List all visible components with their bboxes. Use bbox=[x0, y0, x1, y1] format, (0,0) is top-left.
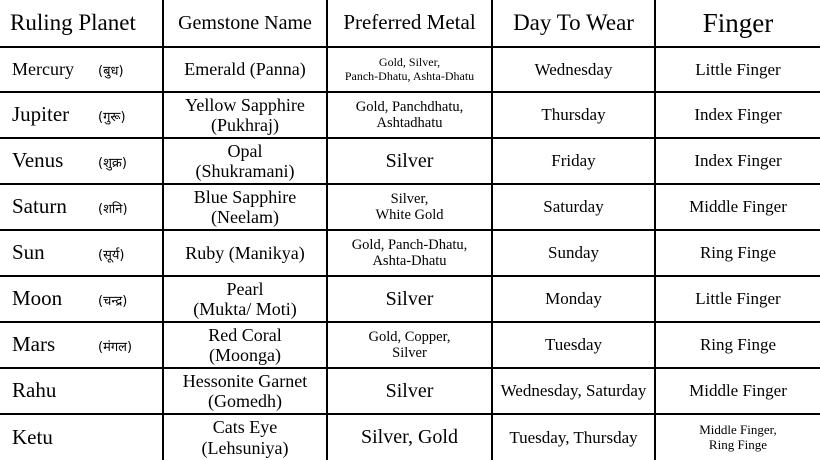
metal-line: Silver, bbox=[390, 190, 429, 207]
planet-cell bbox=[0, 47, 163, 92]
finger-line: Middle Finger, bbox=[699, 421, 777, 437]
day-cell: Thursday bbox=[492, 92, 655, 138]
gemstone-cell bbox=[163, 47, 327, 92]
table-row bbox=[0, 322, 820, 368]
day-cell: Tuesday, Thursday bbox=[492, 414, 655, 460]
metal-line: Gold, Silver, bbox=[378, 55, 441, 70]
planet-name: Venus bbox=[12, 148, 64, 173]
day-cell: Wednesday, Saturday bbox=[492, 368, 655, 414]
metal-cell bbox=[327, 414, 492, 460]
planet-cell bbox=[0, 92, 163, 138]
metal-line: Silver bbox=[392, 345, 427, 361]
planet-hindi: (बुध) bbox=[98, 64, 124, 80]
header-gemstone-name: Gemstone Name bbox=[163, 0, 327, 47]
planet-cell bbox=[0, 184, 163, 230]
metal-cell bbox=[327, 276, 492, 322]
gemstone-cell bbox=[163, 92, 327, 138]
day-cell: Monday bbox=[492, 276, 655, 322]
metal-line: Silver bbox=[385, 149, 434, 172]
table-row bbox=[0, 92, 820, 138]
header-preferred-metal: Preferred Metal bbox=[327, 0, 492, 47]
gemstone-cell bbox=[163, 138, 327, 184]
table-row bbox=[0, 184, 820, 230]
planet-hindi: (गुरू) bbox=[98, 110, 126, 126]
planet-cell bbox=[0, 138, 163, 184]
planet-name: Ketu bbox=[12, 424, 53, 449]
finger-cell: Ring Finge bbox=[655, 230, 820, 276]
gemstone-cell bbox=[163, 368, 327, 414]
planet-hindi: (चन्द्र) bbox=[98, 294, 128, 310]
gemstone-name: Ruby (Manikya) bbox=[185, 242, 305, 263]
table-row bbox=[0, 368, 820, 414]
planet-hindi: (मंगल) bbox=[98, 340, 133, 356]
table-row bbox=[0, 414, 820, 460]
day-cell: Wednesday bbox=[492, 47, 655, 92]
planet-name: Saturn bbox=[12, 194, 67, 219]
gemstone-name: Pearl bbox=[226, 278, 264, 299]
header-ruling-planet: Ruling Planet bbox=[0, 0, 163, 47]
metal-line: White Gold bbox=[375, 207, 444, 223]
day-cell: Sunday bbox=[492, 230, 655, 276]
planet-name: Mars bbox=[12, 332, 56, 357]
planet-name: Jupiter bbox=[12, 102, 70, 127]
finger-cell: Little Finger bbox=[655, 47, 820, 92]
metal-line: Silver bbox=[385, 379, 434, 402]
gemstone-cell bbox=[163, 230, 327, 276]
metal-line: Gold, Panchdhatu, bbox=[355, 98, 464, 115]
finger-cell: Middle Finger bbox=[655, 184, 820, 230]
gemstone-alt-name: (Neelam) bbox=[211, 207, 279, 227]
gemstone-alt-name: (Pukhraj) bbox=[211, 115, 279, 135]
planet-cell bbox=[0, 276, 163, 322]
metal-cell bbox=[327, 368, 492, 414]
header-finger: Finger bbox=[655, 0, 820, 47]
day-cell: Saturday bbox=[492, 184, 655, 230]
gemstone-name: Hessonite Garnet bbox=[182, 370, 308, 391]
planet-cell bbox=[0, 322, 163, 368]
header-day-to-wear: Day To Wear bbox=[492, 0, 655, 47]
table-row bbox=[0, 47, 820, 92]
gemstone-name: Opal bbox=[227, 140, 263, 161]
planet-hindi: (शनि) bbox=[98, 202, 128, 218]
metal-line: Panch-Dhatu, Ashta-Dhatu bbox=[344, 68, 475, 83]
planet-hindi: (सूर्य) bbox=[98, 248, 125, 264]
planet-hindi: (शुक्र) bbox=[98, 156, 127, 172]
planet-name: Mercury bbox=[12, 59, 74, 80]
table-row bbox=[0, 276, 820, 322]
gemstone-alt-name: (Mukta/ Moti) bbox=[193, 299, 297, 319]
planet-name: Moon bbox=[12, 286, 63, 311]
finger-cell bbox=[655, 414, 820, 460]
planet-name: Sun bbox=[12, 240, 45, 265]
planet-cell bbox=[0, 368, 163, 414]
metal-line: Gold, Copper, bbox=[368, 328, 451, 345]
planet-cell bbox=[0, 230, 163, 276]
metal-line: Gold, Panch-Dhatu, bbox=[351, 236, 468, 253]
gemstone-name: Yellow Sapphire bbox=[185, 94, 305, 115]
metal-cell bbox=[327, 184, 492, 230]
planet-cell bbox=[0, 414, 163, 460]
metal-line: Ashta-Dhatu bbox=[372, 253, 447, 269]
finger-cell: Ring Finge bbox=[655, 322, 820, 368]
header-row bbox=[0, 0, 820, 47]
finger-line: Ring Finge bbox=[708, 436, 768, 452]
finger-cell: Index Finger bbox=[655, 138, 820, 184]
gemstone-name: Red Coral bbox=[208, 324, 282, 345]
gemstone-cell bbox=[163, 414, 327, 460]
metal-line: Silver bbox=[385, 287, 434, 310]
metal-line: Ashtadhatu bbox=[376, 115, 443, 131]
metal-cell bbox=[327, 230, 492, 276]
finger-cell: Little Finger bbox=[655, 276, 820, 322]
table-row bbox=[0, 138, 820, 184]
gemstone-alt-name: (Moonga) bbox=[209, 345, 281, 365]
gemstone-alt-name: (Lehsuniya) bbox=[201, 437, 289, 458]
gemstone-cell bbox=[163, 276, 327, 322]
metal-line: Silver, Gold bbox=[361, 426, 458, 449]
gemstone-alt-name: (Gomedh) bbox=[208, 391, 282, 411]
finger-cell: Index Finger bbox=[655, 92, 820, 138]
gemstone-name: Blue Sapphire bbox=[193, 186, 297, 207]
table-row bbox=[0, 230, 820, 276]
gemstone-alt-name: (Shukramani) bbox=[195, 161, 295, 181]
metal-cell bbox=[327, 47, 492, 92]
finger-cell: Middle Finger bbox=[655, 368, 820, 414]
day-cell: Friday bbox=[492, 138, 655, 184]
day-cell: Tuesday bbox=[492, 322, 655, 368]
gemstone-cell bbox=[163, 322, 327, 368]
metal-cell bbox=[327, 138, 492, 184]
planet-name: Rahu bbox=[12, 378, 57, 403]
metal-cell bbox=[327, 92, 492, 138]
gemstone-cell bbox=[163, 184, 327, 230]
gemstone-name: Cats Eye bbox=[212, 417, 278, 438]
gemstone-name: Emerald (Panna) bbox=[184, 59, 306, 80]
metal-cell bbox=[327, 322, 492, 368]
